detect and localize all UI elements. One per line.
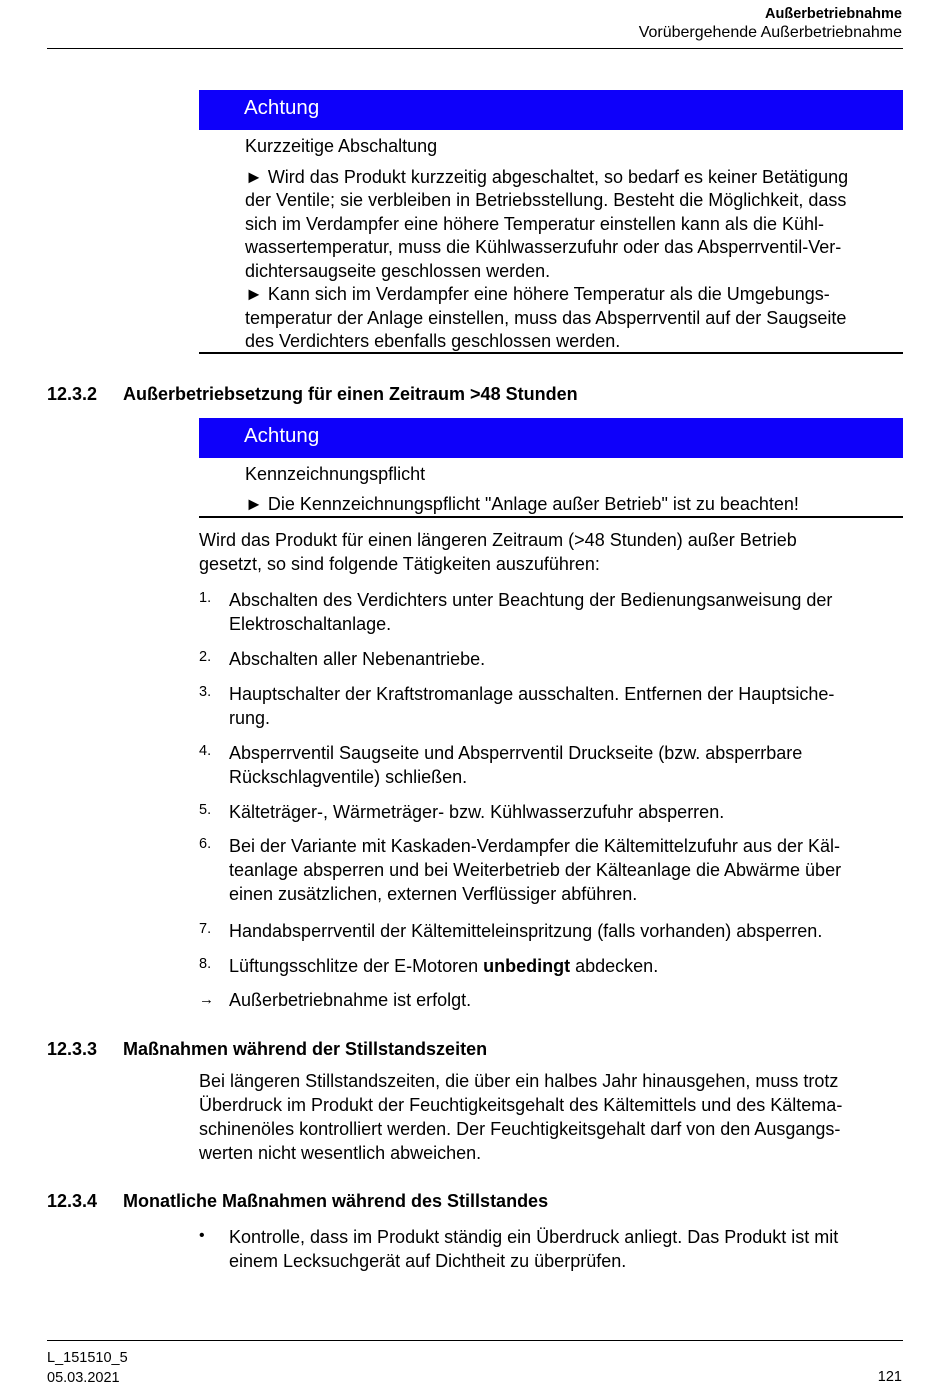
- list-item: [229, 647, 905, 671]
- list-item: [229, 800, 905, 824]
- step-number: 7.: [199, 921, 212, 937]
- list-item-text: Lüftungsschlitze der E-Motoren: [229, 956, 484, 976]
- step-number: 1.: [199, 590, 212, 606]
- warning-label: Achtung: [244, 424, 320, 447]
- warning-line: ► Kann sich im Verdampfer eine höhere Temperatur als die Umgebungs-: [245, 284, 830, 304]
- footer-doc-id: L_151510_5: [47, 1350, 128, 1366]
- list-item-line: Kälteträger-, Wärmeträger- bzw. Kühlwasserzufuhr absperren.: [229, 802, 725, 822]
- warning-banner: [199, 90, 903, 130]
- warning-line: sich im Verdampfer eine höhere Temperatur einstellen kann als die Kühl-: [245, 213, 824, 234]
- page-number: 121: [877, 1369, 902, 1385]
- warning-line: ► Die Kennzeichnungspflicht "Anlage außer Betrieb" ist zu beachten!: [245, 493, 799, 514]
- paragraph-line: werten nicht wesentlich abweichen.: [199, 1143, 482, 1163]
- paragraph-line: Bei längeren Stillstandszeiten, die über ein halbes Jahr hinausgehen, muss trotz: [199, 1071, 839, 1091]
- list-item-line: Abschalten aller Nebenantriebe.: [229, 649, 486, 669]
- step-number: 4.: [199, 743, 212, 759]
- list-item-text: abdecken.: [570, 956, 659, 976]
- warning-label: Achtung: [244, 96, 320, 119]
- warning-bottom-rule: [199, 352, 903, 354]
- warning-line: des Verdichters ebenfalls geschlossen werden.: [245, 331, 621, 351]
- warning-banner: [199, 418, 903, 458]
- warning-body: [245, 463, 905, 516]
- warning-bottom-rule: [199, 516, 903, 518]
- section-number: 12.3.2: [47, 384, 98, 404]
- list-item-line: Hauptschalter der Kraftstromanlage ausschalten. Entfernen der Hauptsiche-: [229, 684, 835, 704]
- list-item: [229, 741, 905, 789]
- section-title: Maßnahmen während der Stillstandszeiten: [123, 1039, 488, 1059]
- section-number: 12.3.3: [47, 1039, 98, 1059]
- intro-paragraph: [199, 528, 905, 576]
- section-title: Monatliche Maßnahmen während des Stillstandes: [123, 1191, 549, 1211]
- list-item-line: einen zusätzlichen, externen Verflüssiger abführen.: [229, 884, 638, 904]
- list-item-line: Elektroschaltanlage.: [229, 614, 392, 634]
- running-header-title: Außerbetriebnahme: [765, 6, 902, 22]
- list-item: [229, 1225, 905, 1273]
- paragraph-line: Wird das Produkt für einen längeren Zeitraum (>48 Stunden) außer Betrieb: [199, 530, 797, 550]
- step-number: 6.: [199, 836, 212, 852]
- footer-divider: [47, 1340, 903, 1341]
- step-number: 5.: [199, 802, 212, 818]
- warning-line: der Ventile; sie verbleiben in Betriebsstellung. Besteht die Möglichkeit, dass: [245, 190, 847, 210]
- header-divider: [47, 48, 903, 49]
- warning-body: [245, 135, 905, 354]
- list-item-line: einem Lecksuchgerät auf Dichtheit zu überprüfen.: [229, 1251, 627, 1271]
- list-item: [229, 954, 905, 978]
- step-number: 3.: [199, 684, 212, 700]
- bullet-icon: •: [199, 1227, 205, 1244]
- footer-date: 05.03.2021: [47, 1370, 120, 1386]
- list-item-line: Rückschlagventile) schließen.: [229, 767, 468, 787]
- list-item: [229, 919, 905, 943]
- paragraph-line: schinenöles kontrolliert werden. Der Feuchtigkeitsgehalt darf von den Ausgangs-: [199, 1119, 841, 1139]
- warning-heading: Kurzzeitige Abschaltung: [245, 136, 438, 156]
- list-item-line: Handabsperrventil der Kältemitteleinspritzung (falls vorhanden) absperren.: [229, 921, 823, 941]
- step-number: 8.: [199, 956, 212, 972]
- warning-line: wassertemperatur, muss die Kühlwasserzufuhr oder das Absperrventil-Ver-: [245, 237, 842, 257]
- warning-line: dichtersaugseite geschlossen werden.: [245, 260, 551, 281]
- emphasis-text: unbedingt: [483, 956, 571, 976]
- list-item: [229, 682, 905, 730]
- list-item-line: Kontrolle, dass im Produkt ständig ein Überdruck anliegt. Das Produkt ist mit: [229, 1227, 839, 1247]
- step-number: 2.: [199, 649, 212, 665]
- paragraph-line: gesetzt, so sind folgende Tätigkeiten auszuführen:: [199, 554, 600, 574]
- list-item: [229, 588, 905, 636]
- list-item-line: Abschalten des Verdichters unter Beachtung der Bedienungsanweisung der: [229, 590, 833, 610]
- warning-line: temperatur der Anlage einstellen, muss das Absperrventil auf der Saugseite: [245, 307, 847, 328]
- list-item-line: rung.: [229, 708, 271, 728]
- running-header-subtitle: Vorübergehende Außerbetriebnahme: [638, 24, 902, 41]
- paragraph-line: Überdruck im Produkt der Feuchtigkeitsgehalt des Kältemittels und des Kältema-: [199, 1095, 843, 1115]
- list-item: [229, 834, 905, 906]
- section-title: Außerbetriebsetzung für einen Zeitraum >48 Stunden: [123, 384, 578, 404]
- warning-line: ► Wird das Produkt kurzzeitig abgeschaltet, so bedarf es keiner Betätigung: [245, 166, 849, 187]
- list-item-line: teanlage absperren und bei Weiterbetrieb der Kälteanlage die Abwärme über: [229, 860, 842, 880]
- section-number: 12.3.4: [47, 1191, 98, 1211]
- result-text: Außerbetriebnahme ist erfolgt.: [229, 990, 472, 1010]
- list-item-line: Absperrventil Saugseite und Absperrventil Druckseite (bzw. absperrbare: [229, 743, 803, 763]
- warning-heading: Kennzeichnungspflicht: [245, 464, 426, 484]
- list-item-line: Bei der Variante mit Kaskaden-Verdampfer die Kältemittelzufuhr aus der Käl-: [229, 836, 840, 856]
- result-arrow-icon: →: [199, 991, 214, 1008]
- section-paragraph: [199, 1069, 905, 1165]
